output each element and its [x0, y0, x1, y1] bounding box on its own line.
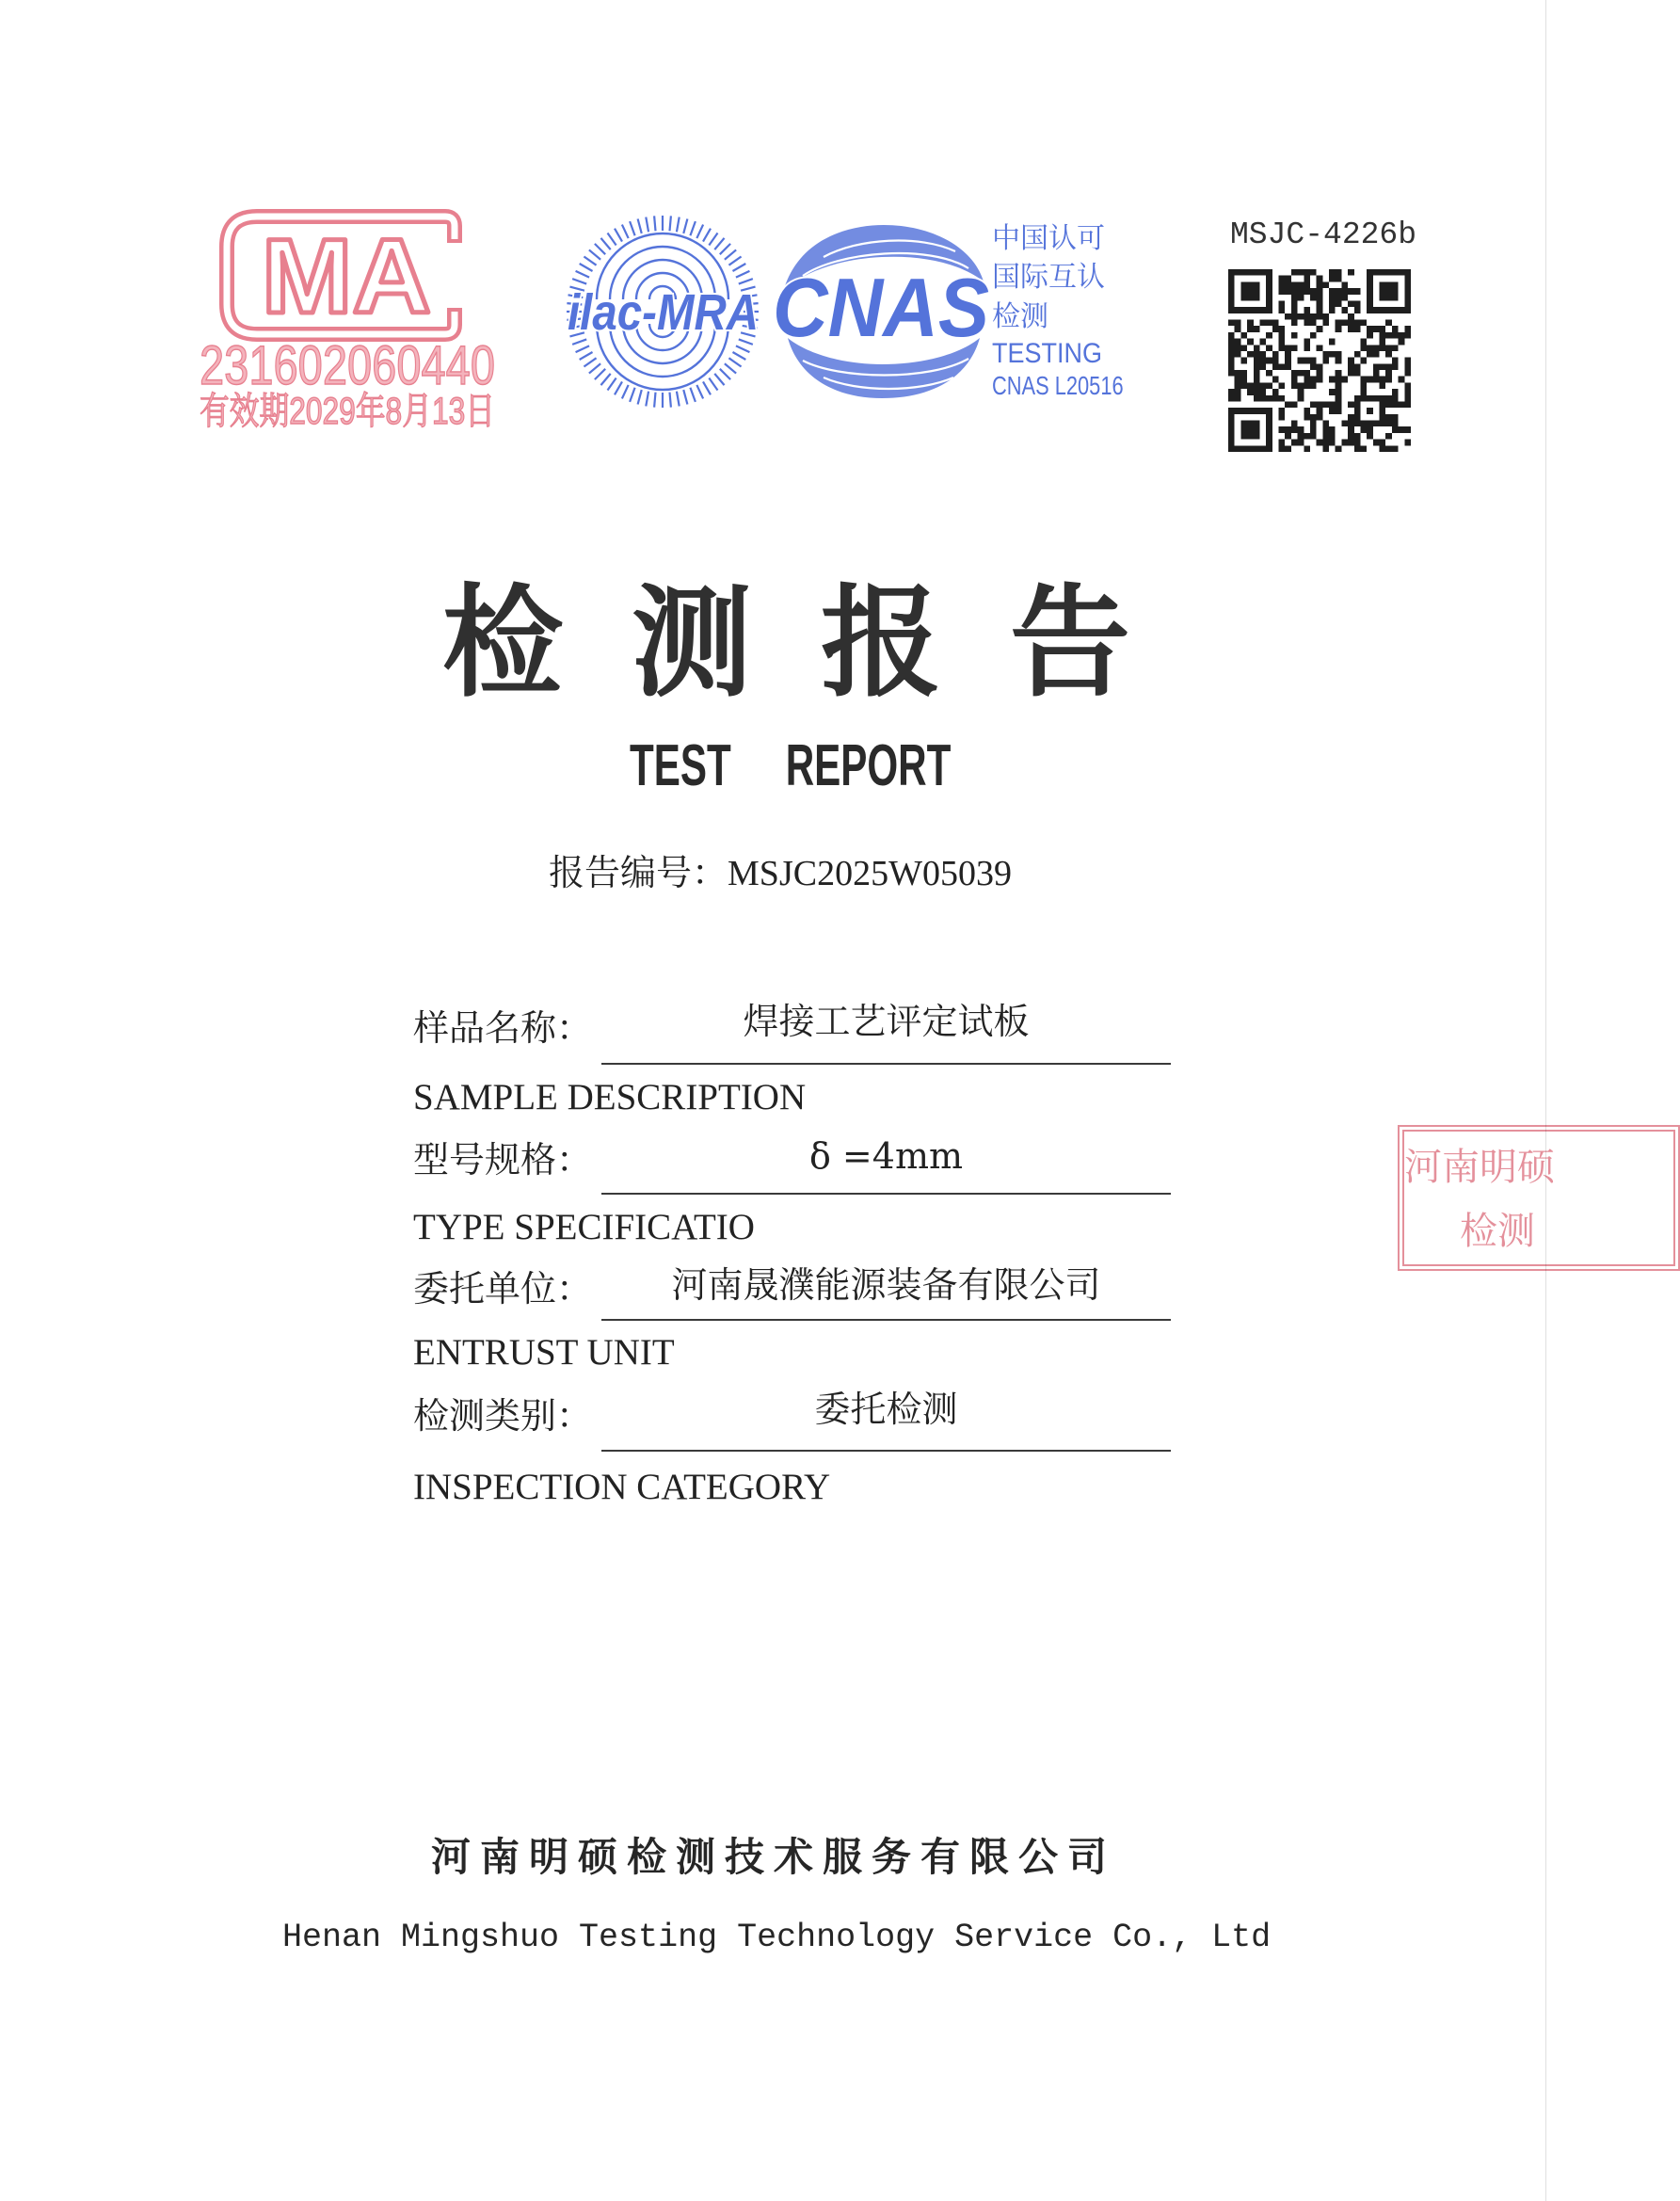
ilac-tick: [608, 378, 616, 390]
field-label-en-inspection-category: INSPECTION CATEGORY: [413, 1467, 831, 1507]
ilac-tick: [690, 388, 695, 402]
issuer-name-cn: 河南明硕检测技术服务有限公司: [431, 1834, 1117, 1880]
ilac-tick: [608, 233, 616, 245]
ilac-tick: [600, 238, 610, 249]
ilac-tick: [646, 392, 648, 407]
field-label-en-entrust-unit: ENTRUST UNIT: [413, 1332, 675, 1373]
ilac-tick: [589, 249, 600, 259]
field-label-type-spec: 型号规格：: [413, 1139, 593, 1181]
ilac-tick: [709, 233, 717, 245]
field-underline: [601, 1193, 1171, 1195]
seal-text-testing: 检测: [1460, 1210, 1535, 1253]
report-number: [549, 851, 1012, 895]
field-label-en-type-specification: TYPE SPECIFICATIO: [413, 1207, 755, 1247]
ilac-tick: [646, 217, 648, 233]
ilac-tick: [584, 358, 596, 366]
ilac-tick: [654, 216, 655, 231]
ilac-tick: [654, 393, 655, 408]
ilac-tick: [677, 217, 680, 233]
field-label-en-sample-description: SAMPLE DESCRIPTION: [413, 1077, 807, 1117]
ilac-tick: [576, 345, 590, 352]
ilac-tick: [595, 369, 605, 379]
ilac-tick: [683, 390, 687, 404]
field-label-sample-name: 样品名称：: [413, 1007, 593, 1049]
seal-text-company: 河南明硕: [1404, 1146, 1555, 1189]
ilac-tick: [630, 221, 634, 235]
ilac-mra-text: ilac-MRA: [568, 284, 759, 341]
ilac-tick: [736, 345, 750, 352]
ilac-tick: [714, 238, 724, 249]
ilac-tick: [584, 257, 596, 265]
ilac-tick: [615, 229, 622, 242]
ilac-tick: [720, 369, 730, 379]
field-underline: [601, 1063, 1171, 1065]
field-value-inspection-category: 委托检测: [814, 1389, 958, 1430]
field-value-entrust-unit: 河南晟濮能源装备有限公司: [671, 1264, 1101, 1306]
qr-modules: [1228, 269, 1411, 452]
cnas-label-testing-cn: 检测: [992, 300, 1048, 333]
ilac-tick: [572, 279, 586, 283]
ilac-tick: [732, 264, 745, 271]
ilac-tick: [600, 374, 610, 385]
cma-validity-date: 有效期2029年8月13日: [200, 391, 495, 432]
ilac-tick: [728, 358, 741, 366]
ilac-tick: [638, 218, 642, 233]
ilac-tick: [703, 229, 711, 242]
cnas-label-china-accreditation: 中国认可: [992, 222, 1105, 255]
ilac-tick: [630, 388, 634, 402]
ilac-tick: [595, 244, 605, 254]
ilac-tick: [714, 374, 724, 385]
ilac-tick: [696, 225, 703, 239]
ilac-tick: [638, 390, 642, 404]
cnas-text: CNAS: [773, 261, 989, 354]
ilac-tick: [703, 381, 711, 394]
ilac-tick: [709, 378, 717, 390]
ilac-mra-logo: [566, 209, 760, 414]
field-label-entrust-unit: 委托单位：: [413, 1268, 593, 1309]
ilac-tick: [683, 218, 687, 233]
report-number-value: MSJC2025W05039: [728, 854, 1012, 893]
ilac-tick: [576, 271, 590, 278]
ilac-tick: [720, 244, 730, 254]
document-code: MSJC-4226b: [1230, 217, 1417, 252]
qr-code: [1228, 269, 1411, 452]
ilac-tick: [677, 392, 680, 407]
ilac-tick: [580, 264, 593, 271]
cma-letters: MA: [262, 217, 431, 335]
cnas-label-mutual-recognition: 国际互认: [992, 261, 1105, 294]
cnas-label-testing: TESTING: [992, 338, 1103, 369]
ilac-tick: [725, 363, 736, 373]
ilac-tick: [739, 279, 753, 283]
ilac-tick: [589, 363, 600, 373]
field-label-inspection-category: 检测类别：: [413, 1395, 593, 1437]
ilac-tick: [736, 271, 750, 278]
field-underline: [601, 1450, 1171, 1452]
field-value-sample-name: 焊接工艺评定试板: [743, 1001, 1030, 1042]
field-underline: [601, 1319, 1171, 1321]
cma-certificate-number: 231602060440: [200, 335, 495, 396]
ilac-tick: [725, 249, 736, 259]
company-seal: [1398, 1125, 1556, 1274]
report-title: 检测报告: [442, 572, 1200, 714]
scan-edge-line: [1545, 0, 1546, 2201]
field-value-type-spec: δ =4mm: [808, 1135, 964, 1177]
issuer-name-en: Henan Mingshuo Testing Technology Service Co., Ltd: [282, 1919, 1272, 1956]
ilac-tick: [696, 385, 703, 399]
ilac-tick: [690, 221, 695, 235]
cnas-accreditation-number: CNAS L20516: [992, 371, 1124, 400]
ilac-tick: [670, 393, 671, 408]
ilac-tick: [728, 257, 741, 265]
ilac-tick: [622, 385, 629, 399]
report-subtitle: TEST REPORT: [630, 733, 952, 798]
cma-logo: [198, 209, 499, 430]
report-number-label: 报告编号：: [549, 852, 728, 893]
cnas-logo: [771, 223, 991, 400]
ilac-tick: [622, 225, 629, 239]
ilac-tick: [615, 381, 622, 394]
ilac-tick: [732, 352, 745, 360]
ilac-tick: [580, 352, 593, 360]
ilac-tick: [670, 216, 671, 231]
